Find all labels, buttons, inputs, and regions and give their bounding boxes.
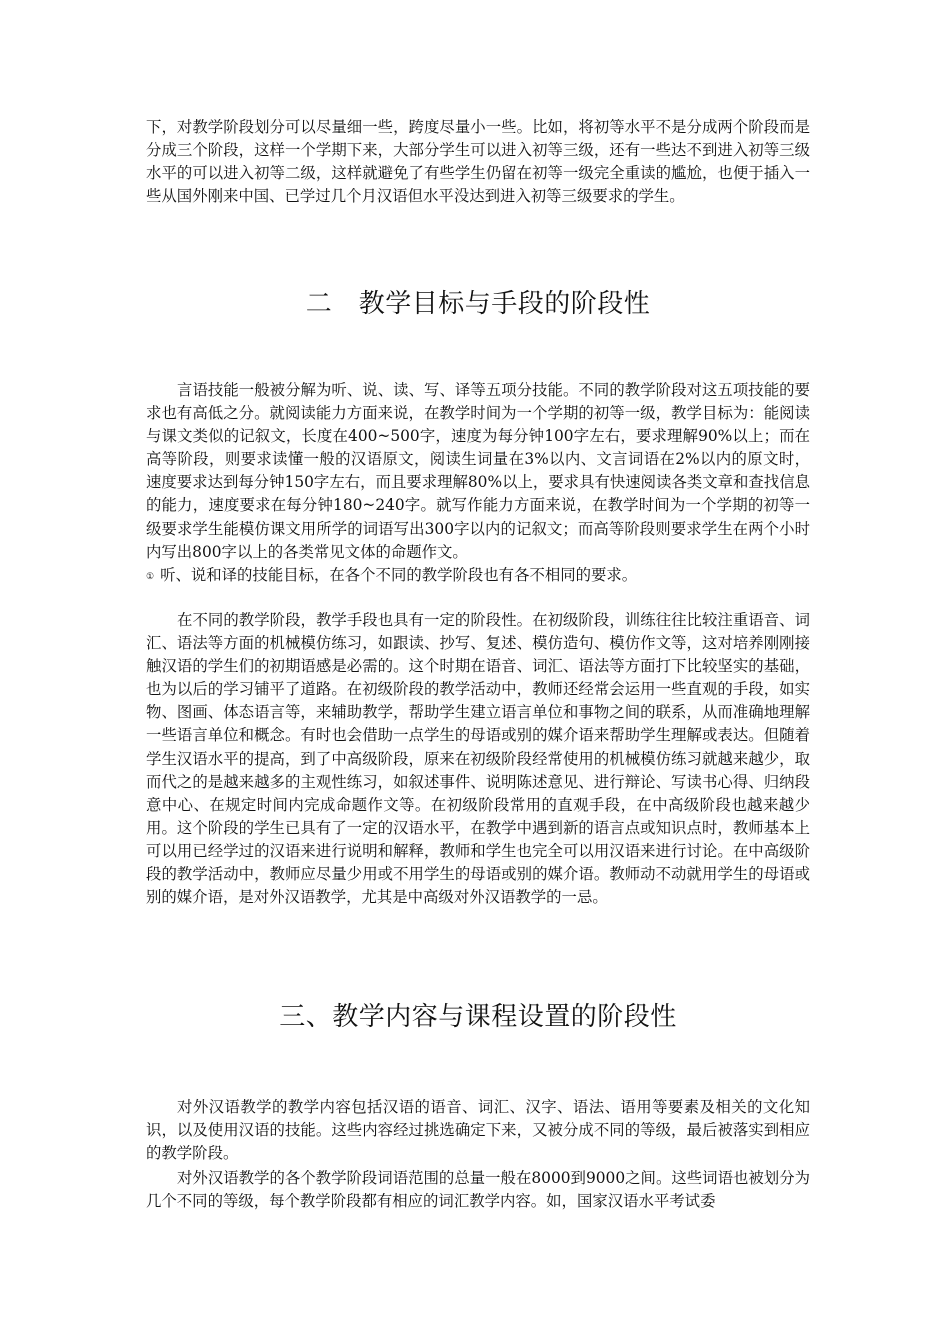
section-2-paragraph-1 <box>146 379 810 589</box>
section-2-heading: 二 教学目标与手段的阶段性 <box>305 289 651 319</box>
section-3-paragraph-1: 对外汉语教学的教学内容包括汉语的语音、词汇、汉字、语法、语用等要素及相关的文化知识，以及使用汉语的技能。这些内容经过挑选确定下来，又被分成不同的等级，最后被落实到相应的教学阶段。 <box>146 1098 810 1163</box>
paragraph-1-tail-text: 听、说和译的技能目标，在各个不同的教学阶段也有各不相同的要求。 <box>160 565 638 584</box>
paragraph-1-main-text: 言语技能一般被分解为听、说、读、写、译等五项分技能。不同的教学阶段对这五项技能的要求也有高低之分。就阅读能力方面来说，在教学时间为一个学期的初等一级，教学目标为：能阅读与课文类似的记叙文，长度在400~500字，速度为每分钟100字左右，要求理解90%以上；而在高等阶段，则要求读懂一般的汉语原文，阅读生词量在3%以内、文言词语在2%以内的原文时，速度要求达到每分钟150字左右，而且要求理解80%以上，要求具有快速阅读各类文章和查找信息的能力，速度要求在每分钟180~240字。就写作能力方面来说，在教学时间为一个学期的初等一级要求学生能模仿课文用所学的词语写出300字以内的记叙文；而高等阶段则要求学生在两个小时内写出800字以上的各类常见文体的命题作文。 <box>146 381 810 561</box>
footnote-marker: ① <box>146 571 155 582</box>
section-3-heading: 三、教学内容与课程设置的阶段性 <box>279 1002 677 1032</box>
continuation-paragraph: 下，对教学阶段划分可以尽量细一些，跨度尽量小一些。比如，将初等水平不是分成两个阶段而是分成三个阶段，这样一个学期下来，大部分学生可以进入初等三级，还有一些达不到进入初等三级水平的可以进入初等二级，这样就避免了有些学生仍留在初等一级完全重读的尴尬，也便于插入一些从国外刚来中国、已学过几个月汉语但水平没达到进入初等三级要求的学生。 <box>146 118 810 206</box>
section-3-paragraph-2: 对外汉语教学的各个教学阶段词语范围的总量一般在8000到9000之间。这些词语也被划分为几个不同的等级，每个教学阶段都有相应的词汇教学内容。如，国家汉语水平考试委 <box>146 1169 810 1211</box>
section-2-paragraph-2: 在不同的教学阶段，教学手段也具有一定的阶段性。在初级阶段，训练往往比较注重语音、词汇、语法等方面的机械模仿练习，如跟读、抄写、复述、模仿造句、模仿作文等，这对培养刚刚接触汉语的学生们的初期语感是必需的。这个时期在语音、词汇、语法等方面打下比较坚实的基础，也为以后的学习铺平了道路。在初级阶段的教学活动中，教师还经常会运用一些直观的手段，如实物、图画、体态语言等，来辅助教学，帮助学生建立语言单位和事物之间的联系，从而准确地理解一些语言单位和概念。有时也会借助一点学生的母语或别的媒介语来帮助学生理解或表达。但随着学生汉语水平的提高，到了中高级阶段，原来在初级阶段经常使用的机械模仿练习就越来越少，取而代之的是越来越多的主观性练习，如叙述事件、说明陈述意见、进行辩论、写读书心得、归纳段意中心、在规定时间内完成命题作文等。在初级阶段常用的直观手段，在中高级阶段也越来越少用。这个阶段的学生已具有了一定的汉语水平，在教学中遇到新的语言点或知识点时，教师基本上可以用已经学过的汉语来进行说明和解释，教师和学生也完全可以用汉语来进行讨论。在中高级阶段的教学活动中，教师应尽量少用或不用学生的母语或别的媒介语。教师动不动就用学生的母语或别的媒介语，是对外汉语教学，尤其是中高级对外汉语教学的一忌。 <box>146 611 810 907</box>
